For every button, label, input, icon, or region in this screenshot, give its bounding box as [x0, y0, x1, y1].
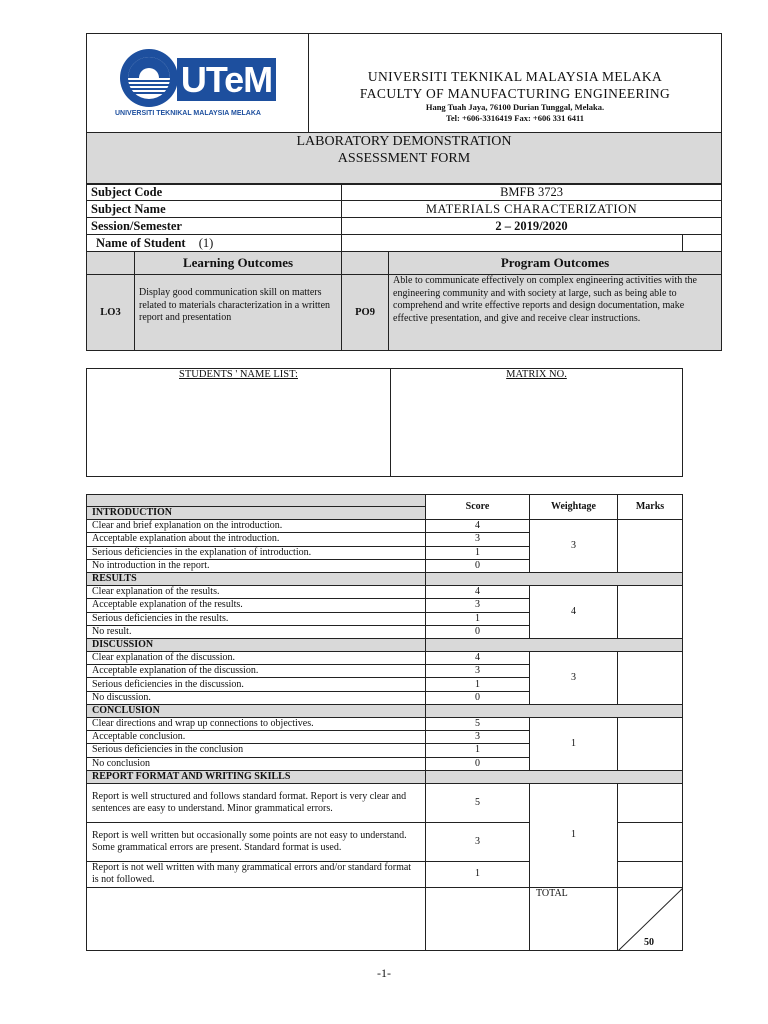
score-header: Score — [426, 495, 530, 520]
total-max: 50 — [644, 936, 654, 948]
section-title: RESULTS — [87, 572, 426, 585]
section-weight: 3 — [530, 520, 618, 573]
criterion-score: 1 — [426, 612, 530, 625]
student-label-cell — [87, 235, 342, 252]
criterion-text: Serious deficiencies in the conclusion — [87, 744, 426, 757]
criterion-score: 4 — [426, 586, 530, 599]
criterion-score: 4 — [426, 652, 530, 665]
contact: Tel: +606-3316419 Fax: +606 331 6411 — [445, 113, 585, 123]
form-title-cell — [87, 133, 722, 185]
criterion-text: Serious deficiencies in the explanation of introduction. — [87, 546, 426, 559]
criterion-score: 0 — [426, 559, 530, 572]
criterion-score: 1 — [426, 546, 530, 559]
page-number: -1- — [377, 966, 391, 980]
matrix-label: MATRIX NO. — [506, 369, 567, 380]
po-text: Able to communicate effectively on complex engineering activities with the engineering community and with society at large, such as being able to comprehend and write effective reports and design documentation, make effective presentation, and give and receive clear instructions. — [389, 275, 722, 351]
marks-header: Marks — [618, 495, 683, 520]
criterion-score: 3 — [426, 731, 530, 744]
info-table — [86, 183, 722, 351]
section-title: INTRODUCTION — [87, 507, 426, 520]
criterion-score: 1 — [426, 861, 530, 887]
criterion-text: Acceptable explanation of the results. — [87, 599, 426, 612]
section-marks-field[interactable] — [618, 652, 683, 705]
criterion-text: Serious deficiencies in the discussion. — [87, 678, 426, 691]
section-weight: 1 — [530, 783, 618, 887]
criterion-text: Report is well structured and follows standard format. Report is very clear and sentences are easy to understand. Minor grammatical errors. — [87, 783, 426, 822]
student-label: Name of Student — [96, 235, 186, 250]
university-name: UNIVERSITI TEKNIKAL MALAYSIA MELAKA — [367, 69, 663, 84]
section-marks-field[interactable] — [618, 822, 683, 861]
name-list-label: STUDENTS ' NAME LIST: — [179, 369, 298, 380]
rubric-table — [86, 494, 683, 951]
header-table — [86, 33, 722, 185]
lo-header: Learning Outcomes — [135, 252, 342, 275]
criterion-text: Report is not well written with many grammatical errors and/or standard format is not followed. — [87, 861, 426, 887]
section-weight: 4 — [530, 586, 618, 639]
criterion-text: Clear directions and wrap up connections to objectives. — [87, 718, 426, 731]
section-marks-field[interactable] — [618, 861, 683, 887]
criterion-text: No result. — [87, 625, 426, 638]
section-weight: 1 — [530, 718, 618, 771]
section-marks-field[interactable] — [618, 718, 683, 771]
lo-text: Display good communication skill on matters related to materials characterization in a written report and presentation — [135, 275, 342, 351]
criterion-text: Clear explanation of the discussion. — [87, 652, 426, 665]
criterion-text: No conclusion — [87, 757, 426, 770]
subject-code: BMFB 3723 — [342, 184, 722, 201]
students-table — [86, 368, 683, 477]
criterion-text: Report is well written but occasionally some points are not easy to understand. Some grammatical errors are present. Standard format is used. — [87, 822, 426, 861]
criterion-text: Acceptable conclusion. — [87, 731, 426, 744]
criterion-score: 0 — [426, 691, 530, 704]
criterion-text: Clear explanation of the results. — [87, 586, 426, 599]
section-marks-field[interactable] — [618, 520, 683, 573]
criterion-text: No discussion. — [87, 691, 426, 704]
criterion-text: Serious deficiencies in the results. — [87, 612, 426, 625]
criterion-score: 3 — [426, 665, 530, 678]
faculty-name: FACULTY OF MANUFACTURING ENGINEERING — [359, 86, 671, 101]
student-name-field[interactable] — [342, 235, 683, 252]
criterion-score: 0 — [426, 757, 530, 770]
address: Hang Tuah Jaya, 76100 Durian Tunggal, Melaka. — [425, 102, 605, 112]
section-title: REPORT FORMAT AND WRITING SKILLS — [87, 770, 426, 783]
criterion-score: 5 — [426, 783, 530, 822]
section-marks-field[interactable] — [618, 586, 683, 639]
section-marks-field[interactable] — [618, 783, 683, 822]
po-header: Program Outcomes — [389, 252, 722, 275]
criterion-text: Clear and brief explanation on the introduction. — [87, 520, 426, 533]
logo-text: UTeM — [180, 59, 273, 100]
criterion-score: 3 — [426, 599, 530, 612]
section-title: CONCLUSION — [87, 704, 426, 717]
total-marks-field[interactable] — [618, 887, 683, 950]
logo-caption: UNIVERSITI TEKNIKAL MALAYSIA MELAKA — [115, 110, 261, 117]
section-weight: 3 — [530, 652, 618, 705]
total-label: TOTAL — [530, 887, 618, 950]
criterion-text: Acceptable explanation of the discussion. — [87, 665, 426, 678]
form-title-line-2: ASSESSMENT FORM — [337, 151, 471, 166]
criterion-score: 1 — [426, 744, 530, 757]
subject-code-label: Subject Code — [87, 184, 342, 201]
criterion-score: 3 — [426, 822, 530, 861]
session-value: 2 – 2019/2020 — [342, 218, 722, 235]
subject-name-label: Subject Name — [87, 201, 342, 218]
student-index: (1) — [198, 235, 214, 250]
subject-name: MATERIALS CHARACTERIZATION — [342, 201, 722, 218]
university-cell — [309, 34, 722, 133]
po-code: PO9 — [342, 275, 389, 351]
criterion-text: Acceptable explanation about the introduction. — [87, 533, 426, 546]
session-label: Session/Semester — [87, 218, 342, 235]
form-title-line-1: LABORATORY DEMONSTRATION — [296, 134, 512, 149]
logo-cell — [87, 34, 309, 133]
criterion-text: No introduction in the report. — [87, 559, 426, 572]
student-extra-field[interactable] — [683, 235, 722, 252]
section-title: DISCUSSION — [87, 638, 426, 651]
lo-code: LO3 — [87, 275, 135, 351]
weightage-header: Weightage — [530, 495, 618, 520]
criterion-score: 4 — [426, 520, 530, 533]
criterion-score: 3 — [426, 533, 530, 546]
criterion-score: 1 — [426, 678, 530, 691]
criterion-score: 0 — [426, 625, 530, 638]
students-matrix-list[interactable] — [391, 369, 683, 477]
students-name-list[interactable] — [87, 369, 391, 477]
criterion-score: 5 — [426, 718, 530, 731]
